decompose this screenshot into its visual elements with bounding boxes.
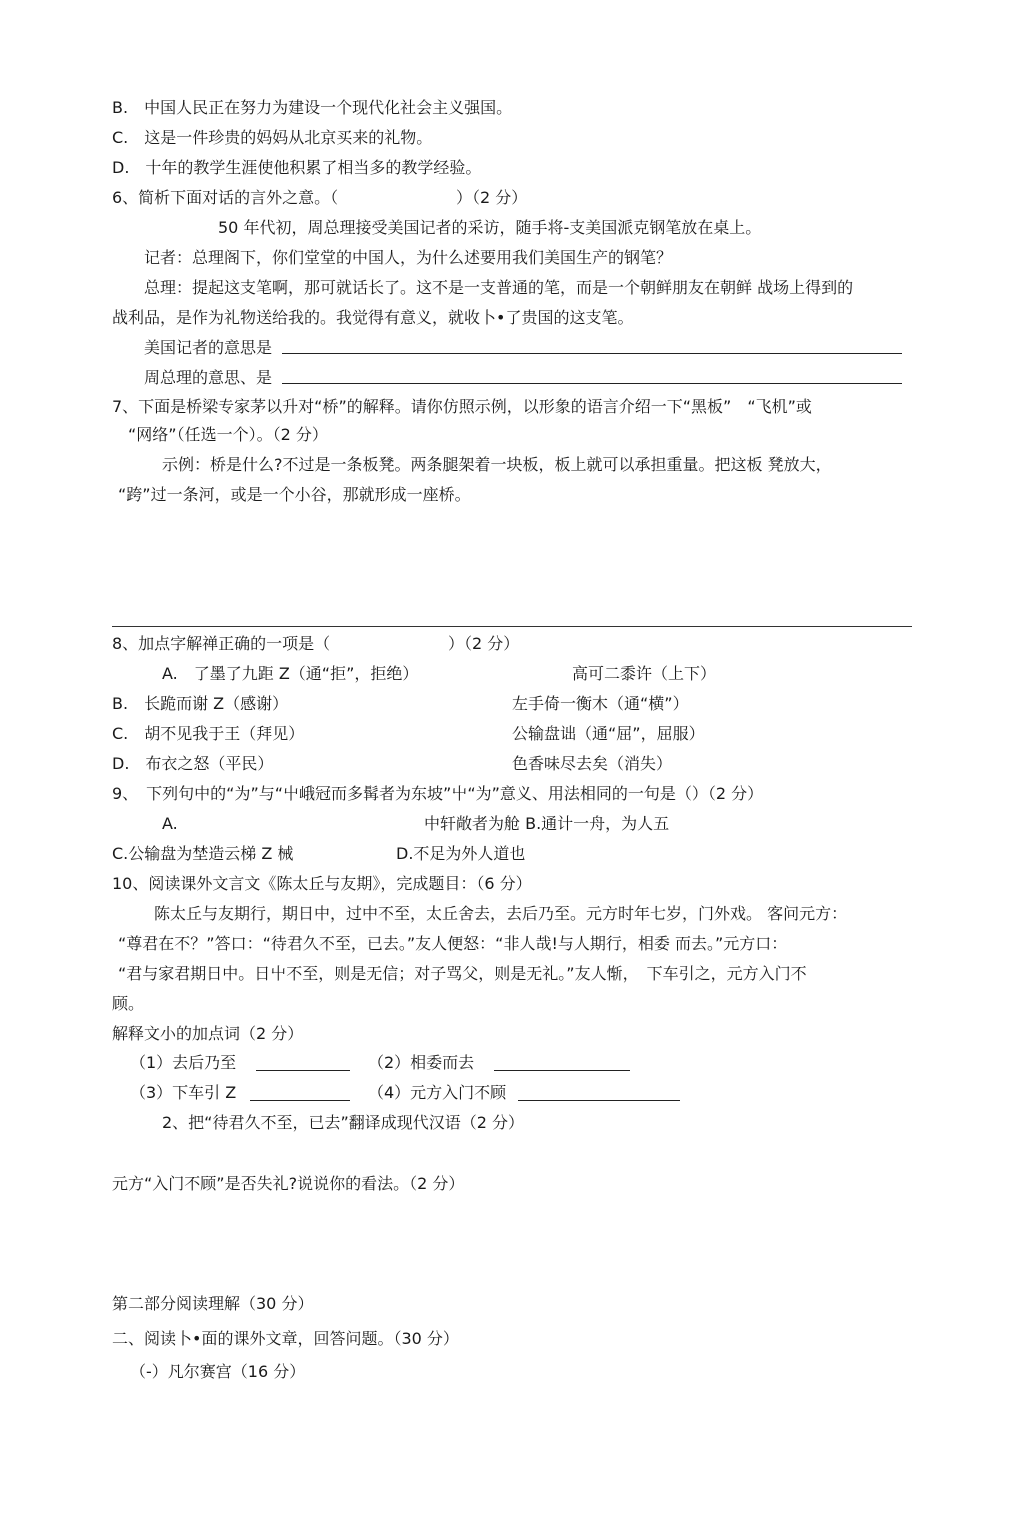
q7-stem-line-1: 7、下面是桥梁专家茅以升对“桥”的解释。请你仿照示例，以形象的语言介绍一下“黑板” “飞机”或	[112, 397, 812, 416]
q6-premier-line-2: 战利品，是作为礼物送给我的。我觉得有意义，就收卜•了贵国的这支笔。	[112, 308, 634, 327]
part2-heading: 第二部分阅读理解（30 分）	[112, 1294, 314, 1313]
q8-stem: 8、加点字解禅正确的一项是（	[112, 634, 331, 653]
q5-option-c: C. 这是一件珍贵的妈妈从北京买来的礼物。	[112, 128, 433, 147]
q10-item-2-blank[interactable]	[494, 1070, 630, 1071]
q6-context: 50 年代初，周总理接受美国记者的采访，随手将-支美国派克钢笔放在桌上。	[218, 218, 762, 237]
q7-example-line-1: 示例：桥是什么?不过是一条板凳。两条腿架着一块板，板上就可以承担重量。把这板 凳放大，	[162, 455, 832, 474]
q10-item-3-blank[interactable]	[250, 1100, 350, 1101]
q8-option-c-right: 公输盘诎（通“屈”，屈服）	[512, 724, 705, 743]
q9-option-d: D.不足为外人道也	[396, 844, 526, 863]
q10-sub2: 2、把“待君久不至，已去”翻译成现代汉语（2 分）	[162, 1113, 525, 1132]
q9-stem: 9、 下列句中的“为”与“屮峨冠而多髯者为东坡”屮“为”意义、用法相同的一句是（）（2 分）	[112, 784, 764, 803]
q10-item-4: （4）元方入门不顾	[368, 1083, 507, 1102]
q7-example-line-2: “跨”过一条河，或是一个小谷，那就形成一座桥。	[118, 485, 471, 504]
q10-stem: 10、阅读课外文言文《陈太丘与友期》，完成题目：（6 分）	[112, 874, 532, 893]
q8-stem-score: ）（2 分）	[448, 634, 520, 653]
q9-option-a-b: 中轩敞者为舱 B.通计一舟，为人五	[424, 814, 670, 833]
q7-stem-line-2: “网络”（任选一个）。（2 分）	[128, 425, 328, 444]
q9-option-a: A.	[162, 814, 178, 833]
q8-option-a-right: 高可二黍许（上下）	[572, 664, 717, 683]
q10-item-2: （2）相委而去	[368, 1053, 475, 1072]
q6-answer-reporter-label: 美国记者的意思是	[144, 338, 273, 357]
q10-sub3: 元方“入门不顾”是否失礼?说说你的看法。（2 分）	[112, 1174, 465, 1193]
part2-article-title: （-）凡尔赛宫（16 分）	[130, 1362, 306, 1381]
q8-option-a-left: A. 了墨了九距 Z（通“拒”，拒绝）	[162, 664, 419, 683]
q5-option-d: D. 十年的教学生涯使他积累了相当多的教学经验。	[112, 158, 482, 177]
q6-answer-reporter-blank[interactable]	[282, 353, 902, 354]
q8-option-b-left: B. 长跪而谢 Z（感谢）	[112, 694, 289, 713]
q10-item-4-blank[interactable]	[518, 1100, 680, 1101]
part2-intro: 二、阅读卜•面的课外文章，回答问题。（30 分）	[112, 1329, 459, 1348]
q10-item-1: （1）去后乃至	[130, 1053, 237, 1072]
q6-stem: 6、简析下面对话的言外之意。（	[112, 188, 339, 207]
q10-text-line-4: 顾。	[112, 994, 145, 1013]
q6-answer-premier-blank[interactable]	[282, 383, 902, 384]
q8-option-d-right: 色香味尽去矣（消失）	[512, 754, 673, 773]
q8-option-b-right: 左手倚一衡木（通“横”）	[512, 694, 689, 713]
q10-sub1-heading: 解释文小的加点词（2 分）	[112, 1024, 304, 1043]
q8-option-d-left: D. 布衣之怒（平民）	[112, 754, 274, 773]
q10-text-line-3: “君与家君期日中。日屮不至，则是无信；对子骂父，则是无礼。”友人惭， 下车引之，元方入门不	[118, 964, 807, 983]
q6-answer-premier-label: 周总理的意思、是	[144, 368, 273, 387]
q10-text-line-2: “尊君在不？”答口：“待君久不至，已去。”友人便怒：“非人哉!与人期行，相委 而去。”元方口：	[118, 934, 788, 953]
q9-option-c: C.公输盘为埜造云梯 Z 械	[112, 844, 294, 863]
q6-stem-score: ）（2 分）	[456, 188, 528, 207]
q10-item-1-blank[interactable]	[256, 1070, 350, 1071]
q8-option-c-left: C. 胡不见我于王（拜见）	[112, 724, 305, 743]
q10-text-line-1: 陈太丘与友期行，期日中，过中不至，太丘舍去，去后乃至。元方时年七岁，门外戏。 客问元方：	[154, 904, 848, 923]
q6-reporter-line: 记者：总理阁下，你们堂堂的中国人，为什么述要用我们美国生产的钢笔？	[144, 248, 673, 267]
q6-premier-line-1: 总理：提起这支笔啊，那可就话长了。这不是一支普通的笔，而是一个朝鲜朋友在朝鲜 战场上得到的	[144, 278, 854, 297]
section-divider	[112, 626, 912, 627]
q5-option-b: B. 中国人民正在努力为建设一个现代化社会主义强国。	[112, 98, 513, 117]
q10-item-3: （3）下车引 Z	[130, 1083, 237, 1102]
